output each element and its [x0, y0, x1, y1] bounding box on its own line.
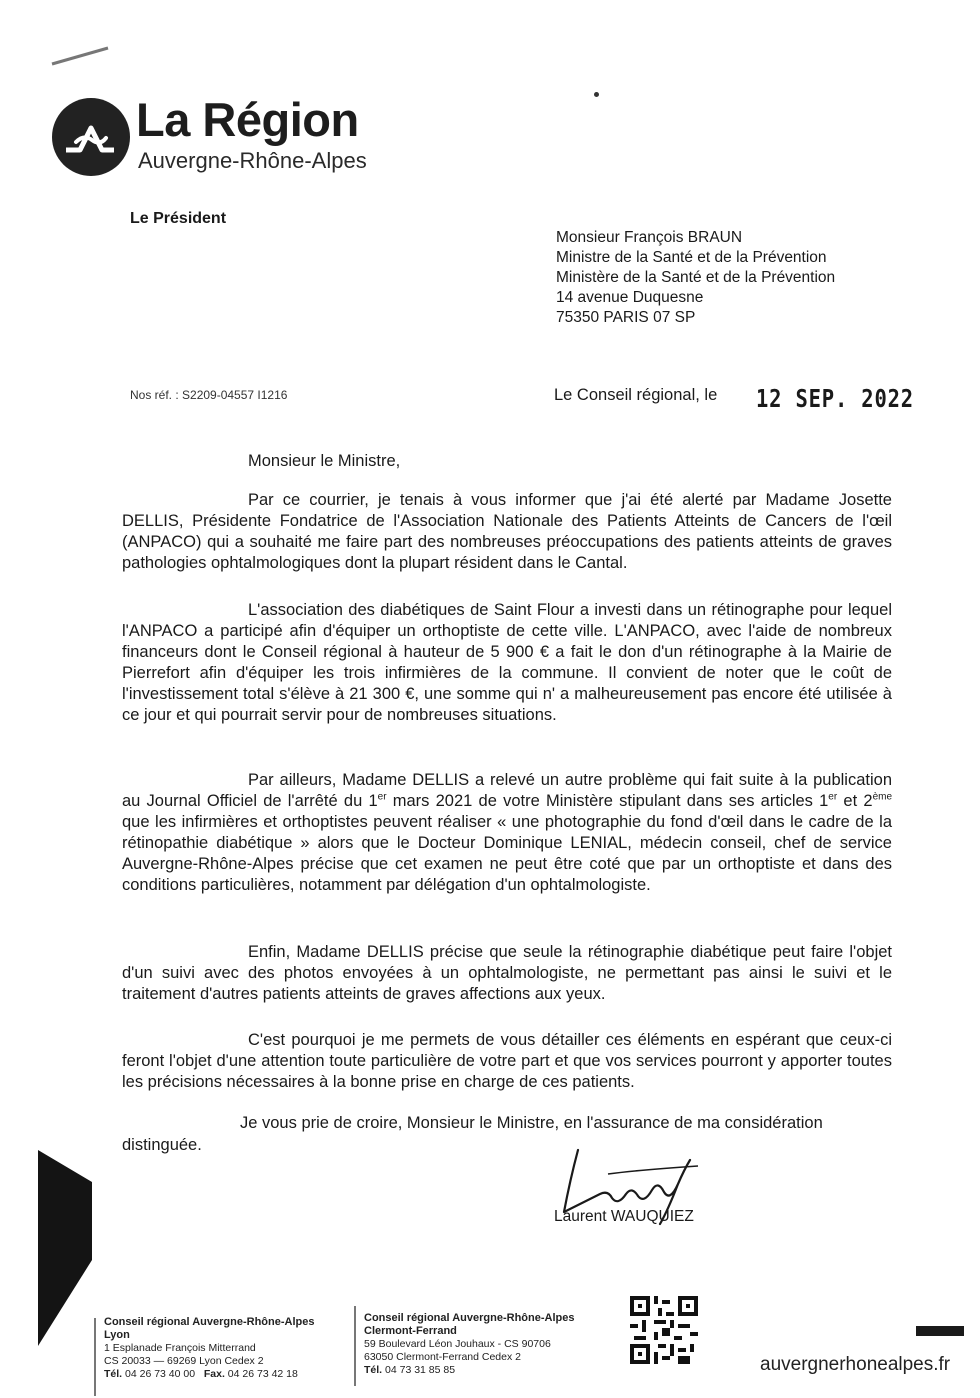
footer-lyon-city: Lyon [104, 1329, 130, 1341]
footer-lyon-title: Conseil régional Auvergne-Rhône-Alpes [104, 1316, 315, 1328]
superscript: er [828, 791, 838, 803]
paragraph-2: L'association des diabétiques de Saint Flour a investi dans un rétinographe pour lequel l'ANPACO a participé afin d'équiper un orthoptiste de cette ville. L'ANPACO, avec l'aide de nombreux financeurs dont le Conseil régional à hauteur de 5 900 € a fait le don d'un rétinographe à la Mairie de Pierrefort afin d'équiper les trois infirmières de la commune. Il convient de noter que le coût de l'investissement total s'élève à 21 300 €, une somme qui n' a malheureusement pas encore été utilisée à ce jour et qui pourrait servir pour de nombreuses situations. [122, 601, 892, 724]
footer-lyon-address2: CS 20033 — 69269 Lyon Cedex 2 [104, 1355, 264, 1367]
footer-lyon-phones: Tél. 04 26 73 40 00 Fax. 04 26 73 42 18 [104, 1368, 298, 1380]
scan-shadow-wedge [38, 1150, 98, 1350]
date-stamp: 12 SEP. 2022 [756, 384, 914, 413]
paragraph-3-text: Par ailleurs, Madame DELLIS a relevé un autre problème qui fait suite à la publication au Journal Officiel de l'arrêté du 1 [122, 771, 892, 810]
signatory-name: Laurent WAUQUIEZ [554, 1208, 694, 1225]
corner-mark [916, 1326, 964, 1336]
scan-dot [594, 92, 599, 97]
paragraph-3-text: mars 2021 de votre Ministère stipulant dans ses articles 1 [386, 792, 829, 810]
paragraph-4: Enfin, Madame DELLIS précise que seule la rétinographie diabétique peut faire l'objet d'un suivi avec des photos envoyées à un ophtalmologiste, ne permettant pas ainsi le suivi et le traitement d'autres patients atteints de graves affections aux yeux. [122, 943, 892, 1003]
recipient-line: 14 avenue Duquesne [556, 289, 704, 306]
brand-title: La Région [136, 93, 359, 146]
superscript: ème [872, 791, 893, 803]
paragraph-3-text: que les infirmières et orthoptistes peuvent réaliser « une photographie du fond d'œil dans le cadre de la rétinopathie diabétique » alors que le Docteur Dominique LENIAL, médecin conseil, chef de service Auvergne-Rhône-Alpes précise que cet examen ne peut être coté que par un orthoptiste et dans des conditions particulières, notamment par délégation d'un ophtalmologiste. [122, 813, 892, 894]
place-label: Le Conseil régional, le [554, 386, 718, 404]
qr-code-icon [630, 1296, 698, 1364]
footer-divider [354, 1306, 356, 1386]
scan-mark-stroke [48, 42, 118, 72]
closing-formula: Je vous prie de croire, Monsieur le Ministre, en l'assurance de ma considération distinguée. [122, 1114, 823, 1154]
salutation: Monsieur le Ministre, [248, 452, 401, 470]
recipient-line: Monsieur François BRAUN [556, 229, 743, 246]
paragraph-5: C'est pourquoi je me permets de vous détailler ces éléments en espérant que ceux-ci feront l'objet d'une attention toute particulière de votre part et que vos services pourront y apporter toutes les précisions nécessaires à la bonne prise en charge de ces patients. [122, 1031, 892, 1091]
footer-clermont-address [364, 1312, 574, 1377]
brand-subtitle: Auvergne-Rhône-Alpes [138, 148, 367, 173]
reference-number: Nos réf. : S2209-04557 I1216 [130, 388, 288, 402]
footer-clermont-title: Conseil régional Auvergne-Rhône-Alpes [364, 1312, 575, 1324]
paragraph-3 [122, 770, 892, 896]
footer-clermont-address1: 59 Boulevard Léon Jouhaux - CS 90706 [364, 1338, 551, 1350]
footer-clermont-address2: 63050 Clermont-Ferrand Cedex 2 [364, 1351, 521, 1363]
paragraph-3-text: et 2 [837, 792, 873, 810]
region-logo [52, 98, 130, 176]
recipient-line: Ministre de la Santé et de la Prévention [556, 249, 827, 266]
recipient-address [556, 228, 835, 328]
recipient-line: Ministère de la Santé et de la Prévention [556, 269, 836, 286]
superscript: er [377, 791, 387, 803]
sender-title: Le Président [130, 210, 227, 227]
footer-lyon-address [104, 1316, 314, 1381]
footer-clermont-city: Clermont-Ferrand [364, 1325, 457, 1337]
footer-clermont-phone: Tél. 04 73 31 85 85 [364, 1364, 456, 1376]
mountain-logo-icon [52, 98, 130, 176]
footer-divider [94, 1318, 96, 1396]
paragraph-1: Par ce courrier, je tenais à vous informer que j'ai été alerté par Madame Josette DELLIS, Présidente Fondatrice de l'Association Nationale des Patients Atteints de Cancers de l'œil (ANPACO) qui a souhaité me faire part des nombreuses préoccupations des patients atteints de graves pathologies ophtalmologiques dont la plupart résident dans le Cantal. [122, 491, 892, 572]
recipient-line: 75350 PARIS 07 SP [556, 309, 696, 326]
footer-lyon-address1: 1 Esplanade François Mitterrand [104, 1342, 256, 1354]
website-url: auvergnerhonealpes.fr [760, 1354, 951, 1375]
